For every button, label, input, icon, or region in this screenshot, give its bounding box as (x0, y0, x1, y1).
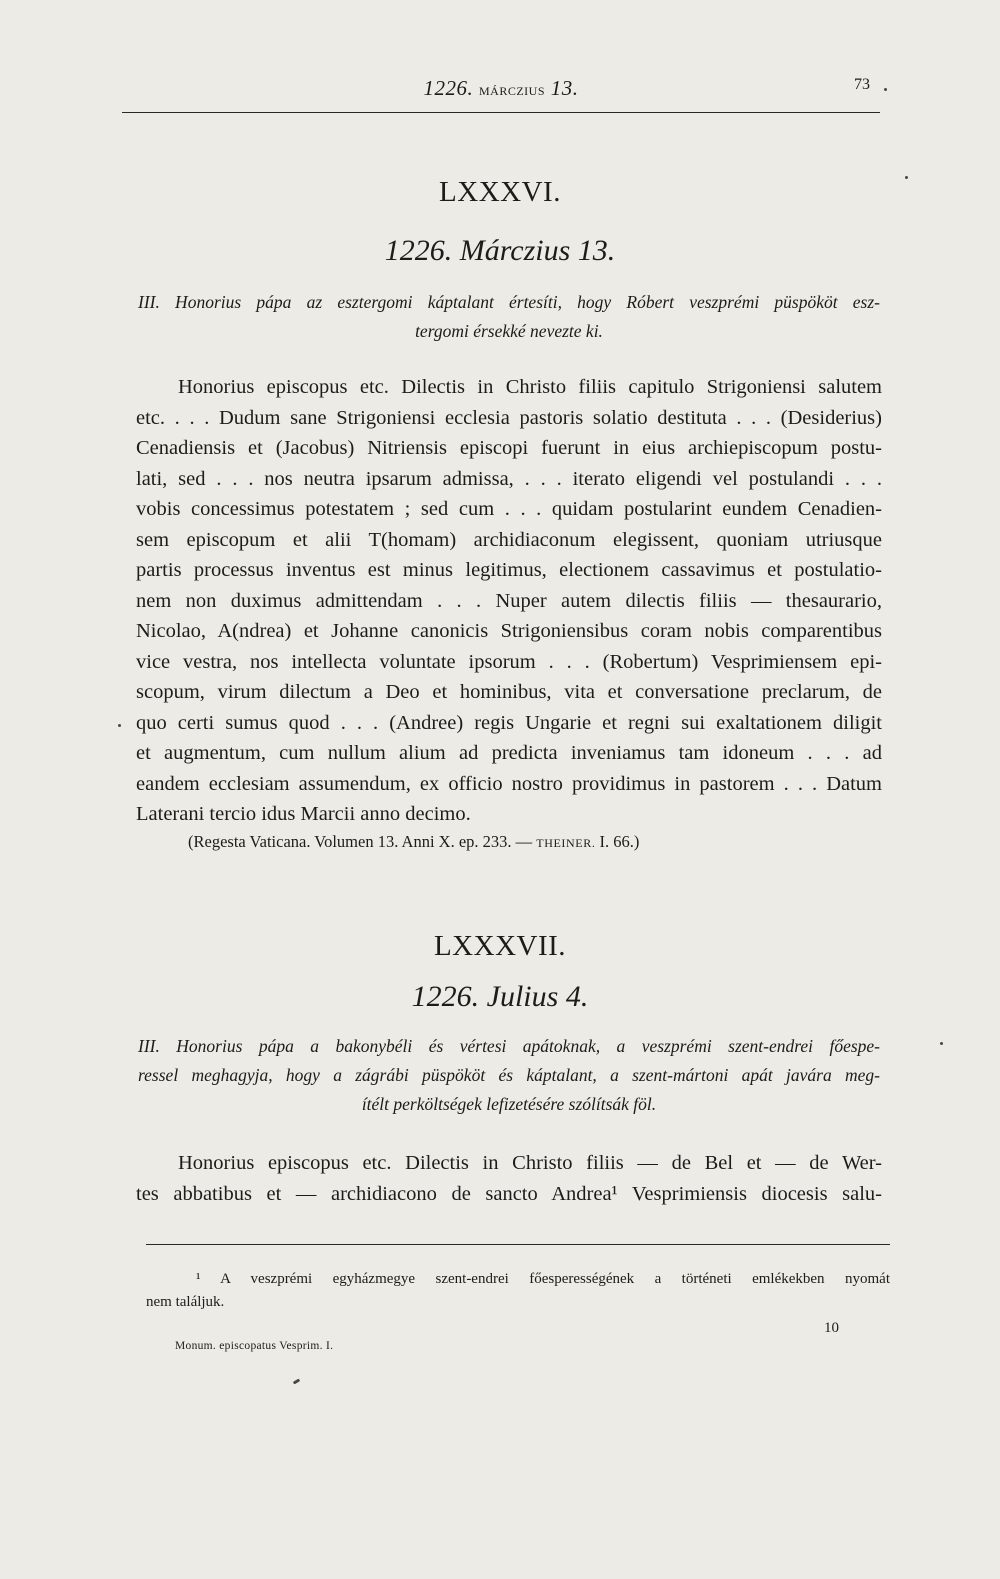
doc2-summary-line: III. Honorius pápa a bakonybéli és vértesi apátoknak, a veszprémi szent-endrei főespe- (138, 1036, 880, 1056)
paper-speck (293, 1378, 301, 1384)
footnote-rule (146, 1244, 890, 1245)
doc2-body (136, 1148, 882, 1209)
doc1-number-heading: LXXXVI. (439, 176, 561, 208)
header-rule (122, 112, 880, 113)
doc1-body-line: partis processus inventus est minus legitimus, electionem cassavimus et postulatio- (136, 559, 882, 581)
doc1-body-line: scopum, virum dilectum a Deo et hominibus, vita et conversatione preclarum, de (136, 681, 882, 703)
doc2-number-heading: LXXXVII. (433, 930, 567, 962)
doc1-body-line: eandem ecclesiam assumendum, ex officio nostro providimus in pastorem . . . Datum (136, 772, 882, 795)
doc2-body-line: tes abbatibus et — archidiacono de sancto Andrea¹ Vesprimiensis diocesis salu- (136, 1182, 882, 1205)
doc1-body-line: nem non duximus admittendam . . . Nuper autem dilectis filiis — thesaurario, (136, 589, 882, 612)
doc1-source-text: (Regesta Vaticana. Volumen 13. Anni X. ep. 233. — (188, 832, 537, 851)
doc2-summary-line: ressel meghagyja, hogy a zágrábi püspököt és káptalant, a szent-mártoni apát javára meg- (138, 1065, 880, 1085)
doc1-body-line: lati, sed . . . nos neutra ipsarum admissa, . . . iterato eligendi vel postulandi . . . (136, 467, 882, 490)
running-head-title (122, 76, 880, 101)
paper-speck (884, 88, 887, 91)
doc1-body-line: Cenadiensis et (Jacobus) Nitriensis episcopi fuerunt in eius archiepiscopum postu- (136, 437, 882, 459)
doc1-body-line: vobis concessimus potestatem ; sed cum . . . quidam postularint eundem Cenadien- (136, 498, 882, 520)
doc2-summary (138, 1032, 880, 1119)
sheet-number: 10 (824, 1320, 839, 1336)
footnote-line: nem találjuk. (146, 1294, 225, 1310)
doc1-body-line: Nicolao, A(ndrea) et Johanne canonicis Strigoniensibus coram nobis comparentibus (136, 620, 882, 642)
page-number: 73 (854, 76, 870, 93)
doc1-body-line: Honorius episcopus etc. Dilectis in Christo filiis capitulo Strigoniensi salutem (178, 376, 882, 398)
paper-speck (905, 176, 908, 179)
doc2-body-line: Honorius episcopus etc. Dilectis in Christo filiis — de Bel et — de Wer- (178, 1152, 882, 1174)
doc1-body (136, 372, 882, 830)
paper-speck (940, 1042, 943, 1045)
doc1-source-citation (188, 832, 888, 852)
doc1-body-line: et augmentum, cum nullum alium ad predicta inveniamus tam idoneum . . . ad (136, 742, 882, 764)
doc2-date-heading: 1226. Julius 4. (411, 980, 589, 1013)
doc1-summary-line: III. Honorius pápa az esztergomi káptalant értesíti, hogy Róbert veszprémi püspököt esz- (138, 292, 880, 312)
footnote (146, 1268, 890, 1314)
doc1-summary (138, 288, 880, 346)
running-head-day: 13. (550, 76, 579, 100)
doc1-body-line: quo certi sumus quod . . . (Andree) regis Ungarie et regni sui exaltationem diligit (136, 711, 882, 734)
running-head-month: MÁRCZIUS (478, 84, 545, 98)
doc1-body-line: etc. . . . Dudum sane Strigoniensi ecclesia pastoris solatio destituta . . . (Desiderius) (136, 406, 882, 429)
doc1-date-heading: 1226. Márczius 13. (384, 234, 616, 267)
doc1-source-ref: I. 66.) (595, 832, 640, 851)
doc1-body-line: sem episcopum et alii T(homam) archidiaconum elegissent, quoniam utriusque (136, 528, 882, 551)
signature-mark: Monum. episcopatus Vesprim. I. (175, 1340, 334, 1352)
doc2-summary-line: ítélt perköltségek lefizetésére szólítsák föl. (361, 1094, 657, 1114)
paper-speck (118, 724, 121, 727)
running-head-year: 1226. (423, 76, 474, 100)
doc1-summary-line: tergomi érsekké nevezte ki. (415, 321, 603, 341)
footnote-line: ¹ A veszprémi egyházmegye szent-endrei főesperességének a történeti emlékekben nyomát (196, 1271, 890, 1287)
doc1-body-line: Laterani tercio idus Marcii anno decimo. (136, 803, 471, 825)
doc1-source-author: THEINER. (536, 836, 596, 850)
running-head (122, 76, 880, 102)
doc1-body-line: vice vestra, nos intellecta voluntate ipsorum . . . (Robertum) Vesprimiensem epi- (136, 650, 882, 673)
